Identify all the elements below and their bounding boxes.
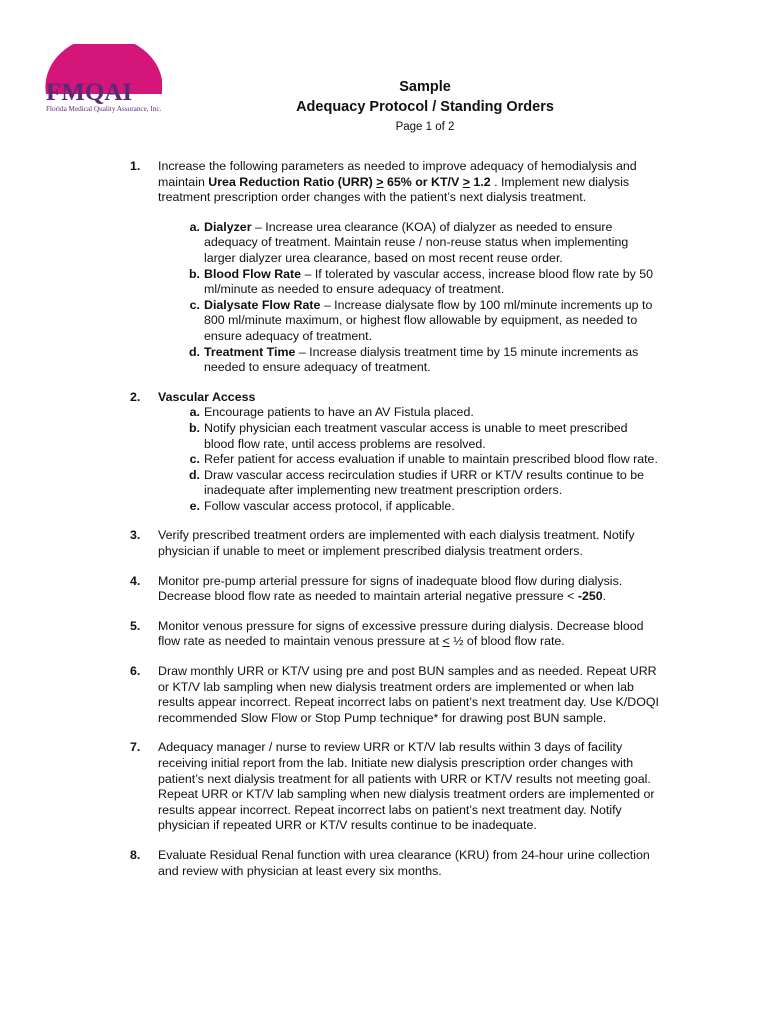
logo-name: FMQAI [46, 79, 133, 106]
urr-label: Urea Reduction Ratio (URR) [208, 174, 377, 189]
ge-symbol: > [462, 174, 470, 189]
sub-item-1b [130, 267, 660, 298]
list-item-6 [130, 664, 660, 726]
item-number: 6. [130, 664, 141, 679]
sub-letter: a. [189, 405, 200, 420]
sub-letter: b. [188, 420, 200, 435]
sub-letter: c. [189, 297, 200, 312]
sub-item-2d [130, 468, 660, 499]
item-text: Monitor pre-pump arterial pressure for signs of inadequate blood flow during dialysis. Decrease blood flow rate as needed to maintain arterial negative pressure < [158, 573, 623, 604]
list-item-3 [130, 528, 660, 559]
item-text-end: . [602, 589, 607, 604]
sub-item-2b [130, 421, 660, 452]
document-header [200, 77, 650, 135]
list-item-4 [130, 574, 660, 605]
document-body [130, 159, 660, 879]
item-number: 3. [130, 528, 141, 543]
list-item-1 [130, 159, 660, 206]
urr-target: 65% or KT/V [383, 174, 463, 189]
le-symbol: < [442, 634, 450, 649]
list-item-7 [130, 740, 660, 834]
item-text: Verify prescribed treatment orders are implemented with each dialysis treatment. Notify physician if unable to meet or implement prescribed dialysis treatment orders. [158, 528, 635, 559]
item-number: 8. [130, 847, 141, 862]
sub-letter: e. [189, 498, 200, 513]
sub-text: Refer patient for access evaluation if unable to maintain prescribed blood flow rate. [204, 452, 658, 467]
sub-text: Encourage patients to have an AV Fistula placed. [204, 405, 474, 420]
page-number: Page 1 of 2 [395, 121, 455, 133]
pressure-limit: -250 [577, 589, 603, 604]
list-item-2 [130, 390, 660, 406]
item-heading: Vascular Access [158, 389, 256, 404]
sub-text: – Increase urea clearance (KOA) of dialyzer as needed to ensure adequacy of treatment. Maintain reuse / non-reuse status when implementing larger dialyzer urea clearance, based on most recent reuse order. [204, 219, 629, 265]
ge-symbol: > [376, 174, 384, 189]
item-text: Monitor venous pressure for signs of excessive pressure during dialysis. Decrease blood flow rate as needed to maintain venous pressure at [158, 618, 644, 649]
item-text: Adequacy manager / nurse to review URR or KT/V lab results within 3 days of facility receiving initial report from the lab. Initiate new dialysis prescription order changes with patient’s next dialysis treatment for all patients with URR or KT/V results not meeting goal. Repeat URR or KT/V lab sampling when new dialysis treatment orders are implemented or results appear incorrect. Repeat incorrect labs on patient’s next treatment day. Notify physician if repeated URR or KT/V results continue to be inadequate. [158, 740, 655, 833]
item-number: 4. [130, 573, 141, 588]
sub-term: Dialysate Flow Rate [204, 297, 321, 312]
sub-item-2e [130, 499, 660, 515]
fmqai-logo [40, 44, 170, 116]
sub-item-1d [130, 345, 660, 376]
sub-term: Dialyzer [204, 219, 252, 234]
sub-term: Blood Flow Rate [204, 266, 302, 281]
item-text-end: ½ of blood flow rate. [449, 634, 565, 649]
sub-text: Follow vascular access protocol, if applicable. [204, 498, 455, 513]
sub-item-1a [130, 220, 660, 267]
sub-text: – Increase dialysis treatment time by 15 minute increments as needed to ensure adequacy of treatment. [204, 344, 639, 375]
list-item-8 [130, 848, 660, 879]
sub-text: – If tolerated by vascular access, increase blood flow rate by 50 ml/minute as needed to ensure adequacy of treatment. [204, 266, 654, 297]
title-line-1: Sample [399, 79, 451, 95]
sub-letter: d. [188, 467, 200, 482]
sub-term: Treatment Time [204, 344, 296, 359]
sub-item-2c [130, 452, 660, 468]
list-item-5 [130, 619, 660, 650]
sub-item-1c [130, 298, 660, 345]
sub-letter: c. [189, 452, 200, 467]
sub-text: – Increase dialysate flow by 100 ml/minute increments up to 800 ml/minute maximum, or highest flow allowable by equipment, as needed to ensure adequacy of treatment. [204, 297, 653, 343]
item-text: Draw monthly URR or KT/V using pre and post BUN samples and as needed. Repeat URR or KT/V lab sampling when new dialysis treatment orders are implemented or when lab results appear incorrect. Repeat incorrect labs on patient’s next treatment day. Use K/DOQI recommended Slow Flow or Stop Pump technique* for drawing post BUN sample. [158, 664, 659, 725]
sub-letter: d. [188, 344, 200, 359]
sub-text: Draw vascular access recirculation studies if URR or KT/V results continue to be inadequate after implementing new treatment prescription orders. [204, 467, 645, 498]
item-text: Increase the following parameters as needed to improve adequacy of hemodialysis and maintain [158, 159, 637, 189]
sub-item-2a [130, 405, 660, 421]
item-number: 1. [130, 159, 141, 173]
logo-subtitle: Florida Medical Quality Assurance, Inc. [46, 105, 162, 113]
ktv-target: 1.2 [469, 174, 491, 189]
sub-letter: a. [189, 219, 200, 234]
sub-letter: b. [188, 266, 200, 281]
item-number: 2. [130, 389, 141, 404]
item-number: 7. [130, 740, 141, 755]
item-text: Evaluate Residual Renal function with urea clearance (KRU) from 24-hour urine collection and review with physician at least every six months. [158, 847, 650, 878]
title-line-2: Adequacy Protocol / Standing Orders [296, 99, 554, 115]
sub-text: Notify physician each treatment vascular access is unable to meet prescribed blood flow rate, until access problems are resolved. [204, 420, 628, 451]
item-text: . Implement new dialysis treatment prescription order changes with the patient’s next dialysis treatment. [158, 174, 630, 205]
item-number: 5. [130, 618, 141, 633]
